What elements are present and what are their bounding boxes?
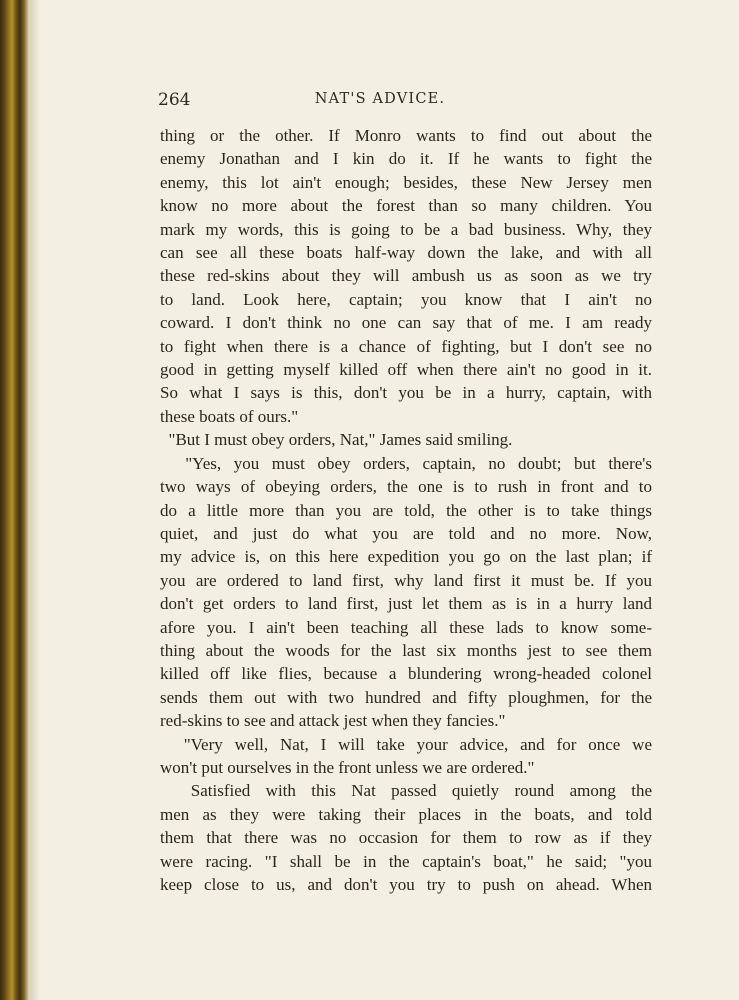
text-line: do a little more than you are told, the other is to take things (160, 500, 652, 520)
text-line: thing about the woods for the last six months jest to see them (160, 640, 652, 660)
book-page (40, 0, 739, 1000)
text-line: them that there was no occasion for them to row as if they (160, 828, 652, 848)
text-line: two ways of obeying orders, the one is to rush in front and to (160, 477, 652, 497)
body-text (160, 124, 652, 896)
text-line: killed off like flies, because a blundering wrong-headed colonel (160, 664, 652, 684)
running-head: NAT'S ADVICE. (314, 91, 446, 107)
text-line: were racing. "I shall be in the captain's boat," he said; "you (160, 851, 652, 871)
text-line: these boats of ours." (160, 406, 299, 426)
text-line: So what I says is this, don't you be in a hurry, captain, with (160, 383, 652, 403)
text-line: don't get orders to land first, just let them as is in a hurry land (160, 594, 652, 614)
text-line: enemy Jonathan and I kin do it. If he wants to fight the (160, 149, 652, 169)
text-line: you are ordered to land first, why land first it must be. If you (160, 570, 652, 590)
text-line: enemy, this lot ain't enough; besides, these New Jersey men (160, 172, 652, 192)
text-line: to land. Look here, captain; you know that I ain't no (160, 289, 652, 309)
book-spine (0, 0, 30, 1000)
page-number: 264 (158, 90, 191, 110)
text-line: these red-skins about they will ambush us as soon as we try (160, 266, 652, 286)
text-line: can see all these boats half-way down the lake, and with all (160, 243, 652, 263)
page-gutter (30, 0, 40, 1000)
text-line: "Very well, Nat, I will take your advice, and for once we (160, 734, 652, 754)
text-line: good in getting myself killed off when there ain't no good in it. (160, 360, 652, 380)
text-line: "But I must obey orders, Nat," James said smiling. (160, 430, 513, 450)
text-line: know no more about the forest than so many children. You (160, 196, 652, 216)
text-line: afore you. I ain't been teaching all these lads to know some- (160, 617, 652, 637)
text-line: sends them out with two hundred and fifty ploughmen, for the (160, 687, 652, 707)
text-line: mark my words, this is going to be a bad business. Why, they (160, 219, 652, 239)
text-line: my advice is, on this here expedition you go on the last plan; if (160, 547, 652, 567)
text-line: won't put ourselves in the front unless we are ordered." (160, 757, 535, 777)
text-line: coward. I don't think no one can say that of me. I am ready (160, 313, 652, 333)
text-line: men as they were taking their places in the boats, and told (160, 804, 652, 824)
text-line: keep close to us, and don't you try to push on ahead. When (160, 875, 652, 894)
text-line: Satisfied with this Nat passed quietly round among the (160, 781, 652, 801)
text-line: to fight when there is a chance of fighting, but I don't see no (160, 336, 652, 356)
text-line: red-skins to see and attack jest when they fancies." (160, 711, 506, 731)
text-line: thing or the other. If Monro wants to find out about the (160, 126, 652, 145)
text-line: quiet, and just do what you are told and no more. Now, (160, 523, 652, 543)
text-line: "Yes, you must obey orders, captain, no doubt; but there's (160, 453, 652, 473)
